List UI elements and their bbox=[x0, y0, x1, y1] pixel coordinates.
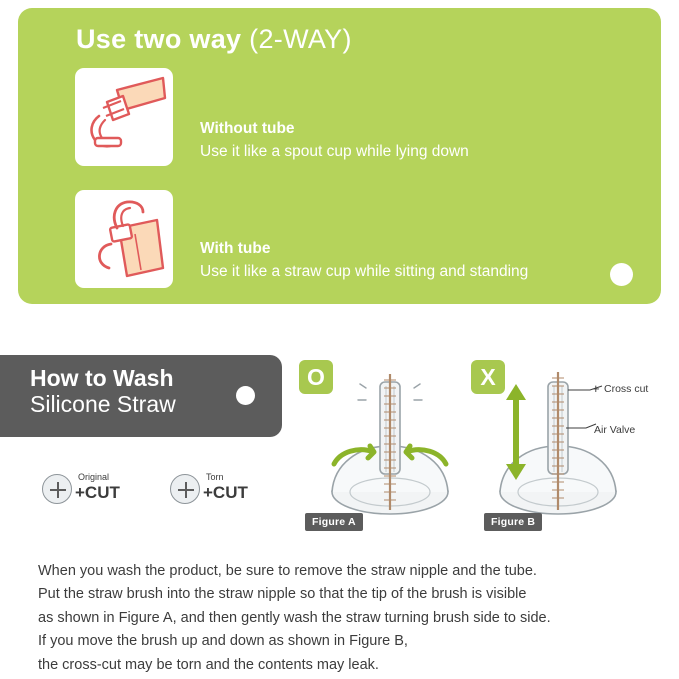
how-to-wash-title-line1: How to Wash bbox=[30, 365, 174, 391]
wash-instructions-line-5: the cross-cut may be torn and the contents may leak. bbox=[38, 656, 379, 673]
row-with-tube-text bbox=[200, 240, 528, 281]
badge-torn-big-label: +CUT bbox=[203, 483, 248, 502]
section-title-light: (2-WAY) bbox=[249, 24, 352, 54]
how-to-wash-title-line2: Silicone Straw bbox=[30, 391, 176, 418]
row-without-tube-title: Without tube bbox=[200, 120, 295, 137]
thumbnail-without-tube bbox=[75, 68, 173, 166]
decorative-dot bbox=[610, 263, 633, 286]
section-title bbox=[76, 24, 352, 55]
mark-correct: O bbox=[299, 360, 333, 394]
bottle-spout-lying-icon bbox=[75, 68, 173, 166]
wash-instructions-line-3: as shown in Figure A, and then gently wash the straw turning brush side to side. bbox=[38, 609, 551, 626]
wash-instructions-line-1: When you wash the product, be sure to remove the straw nipple and the tube. bbox=[38, 563, 537, 579]
badge-original-big-label: +CUT bbox=[75, 483, 120, 502]
badge-torn-small-label: Torn bbox=[206, 472, 224, 482]
row-without-tube-subtitle: Use it like a spout cup while lying down bbox=[200, 143, 469, 160]
badge-original-small-label: Original bbox=[78, 472, 110, 482]
two-way-section bbox=[18, 8, 661, 304]
figure-a-caption: Figure A bbox=[305, 513, 363, 531]
section-title-bold: Use two way bbox=[76, 24, 242, 54]
how-to-wash-title bbox=[30, 365, 176, 417]
row-with-tube-subtitle: Use it like a straw cup while sitting and standing bbox=[200, 263, 529, 280]
cross-cut-icon bbox=[42, 474, 72, 504]
row-with-tube-title: With tube bbox=[200, 240, 271, 257]
torn-cut-icon bbox=[170, 474, 200, 504]
figure-b-caption: Figure B bbox=[484, 513, 542, 531]
mark-incorrect: X bbox=[471, 360, 505, 394]
cross-cut-plus-icon: + bbox=[592, 381, 600, 396]
air-valve-label: Air Valve bbox=[594, 424, 636, 436]
cross-cut-vertical bbox=[57, 482, 59, 498]
wash-instructions-line-2: Put the straw brush into the straw nipple so that the tip of the brush is visible bbox=[38, 586, 527, 603]
wash-instructions-line-4: If you move the brush up and down as shown in Figure B, bbox=[38, 633, 408, 650]
cross-cut-label: Cross cut bbox=[604, 383, 649, 395]
thumbnail-with-tube bbox=[75, 190, 173, 288]
torn-cut-vertical bbox=[185, 482, 187, 498]
bottle-straw-standing-icon bbox=[75, 190, 173, 288]
decorative-dot-gray bbox=[236, 386, 255, 405]
wash-instructions-paragraph bbox=[38, 560, 638, 677]
row-without-tube-text bbox=[200, 120, 469, 161]
figure-a-illustration bbox=[300, 360, 480, 530]
